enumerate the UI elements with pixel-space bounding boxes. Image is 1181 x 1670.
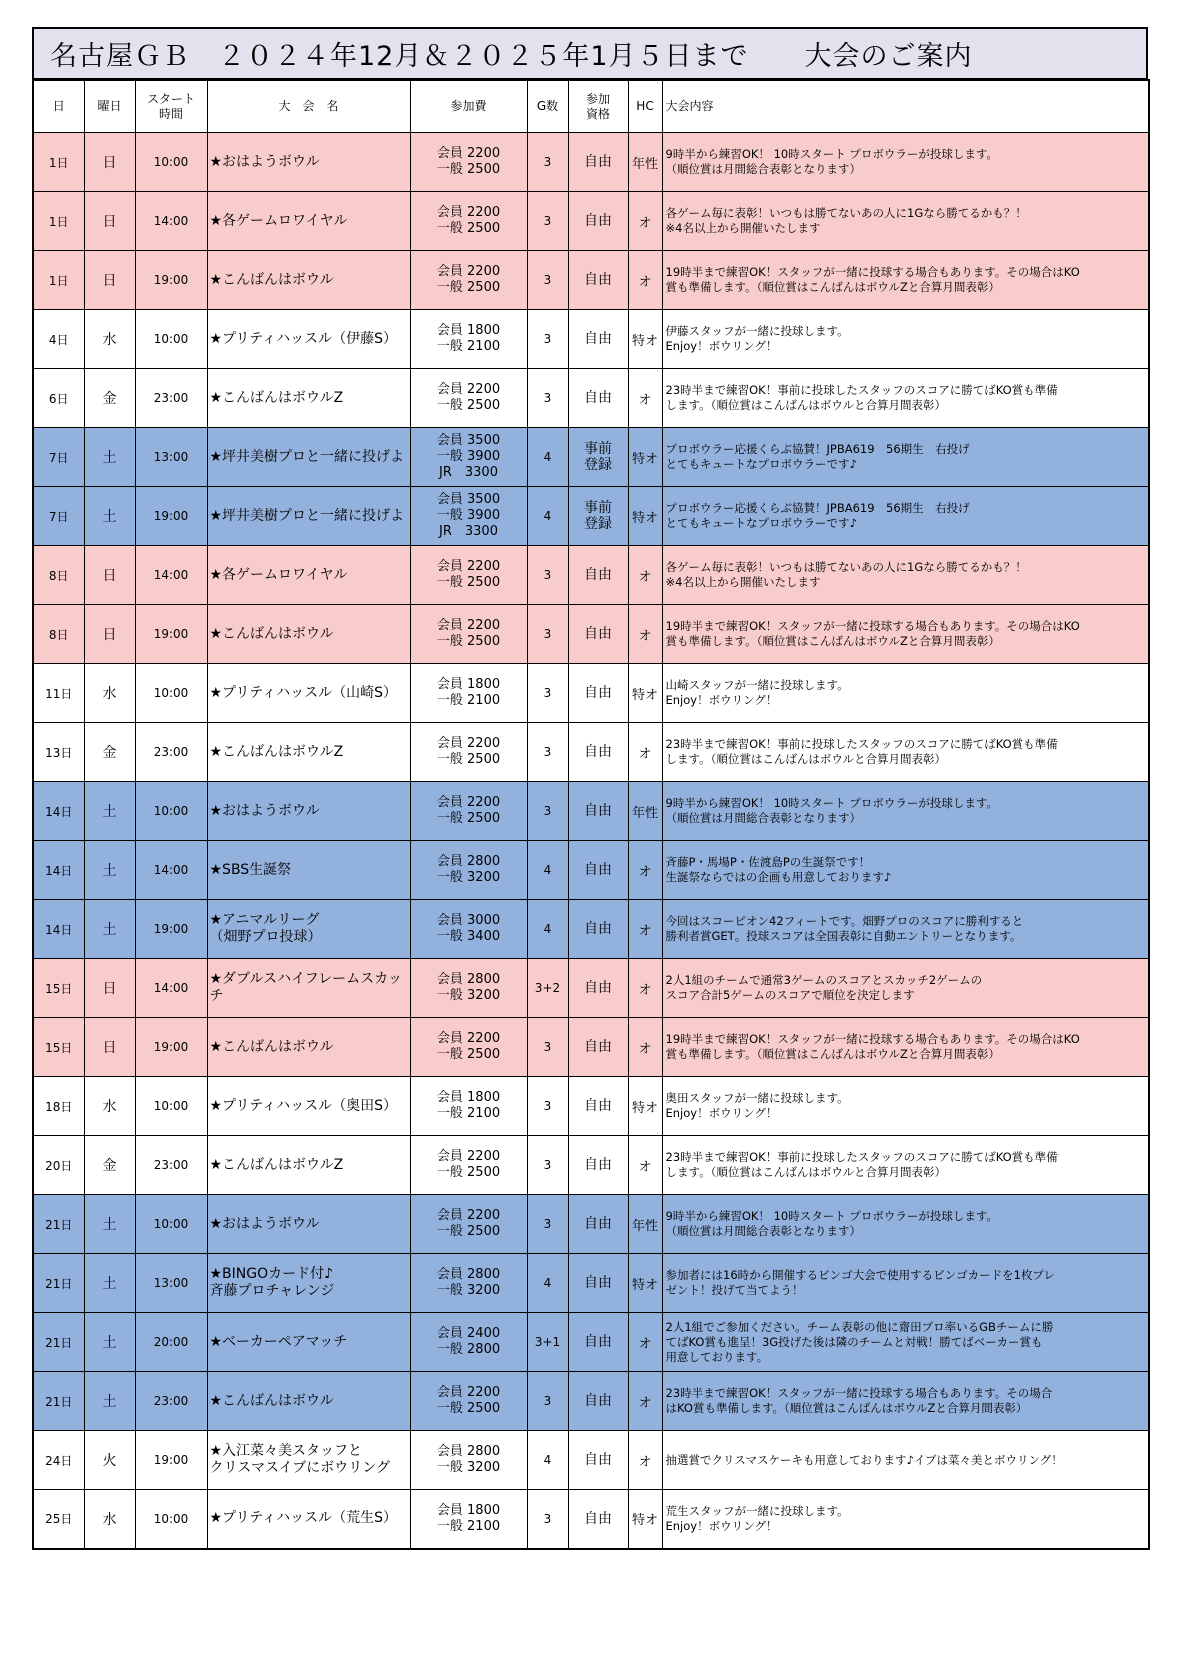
- games-cell: 3: [527, 133, 568, 192]
- tournament-name-cell: ★各ゲームロワイヤル: [207, 192, 410, 251]
- date-cell: 1日: [33, 192, 84, 251]
- hc-cell: オ: [628, 1313, 662, 1372]
- content-cell: 2人1組でご参加ください。チーム表彰の他に齋田プロ率いるGBチームに勝 てばKO賞も進呈！3G投げた後は隣のチームと対戦！勝てばベーカー賞も 用意しております。: [662, 1313, 1149, 1372]
- table-row: [33, 192, 1149, 251]
- tournament-name-cell: ★プリティハッスル（伊藤S）: [207, 310, 410, 369]
- hc-cell: オ: [628, 1018, 662, 1077]
- weekday-cell: 金: [84, 723, 135, 782]
- start-time-cell: 10:00: [135, 1195, 207, 1254]
- eligibility-cell: 自由: [568, 546, 628, 605]
- tournament-name-cell: ★こんばんはボウルZ: [207, 1136, 410, 1195]
- fee-cell: 会員 2400 一般 2800: [410, 1313, 527, 1372]
- weekday-cell: 土: [84, 1313, 135, 1372]
- date-cell: 14日: [33, 782, 84, 841]
- start-time-cell: 10:00: [135, 782, 207, 841]
- games-cell: 3: [527, 1077, 568, 1136]
- games-cell: 3: [527, 605, 568, 664]
- games-cell: 4: [527, 1254, 568, 1313]
- tournament-name-cell: ★ダブルスハイフレームスカッチ: [207, 959, 410, 1018]
- start-time-cell: 10:00: [135, 133, 207, 192]
- start-time-cell: 19:00: [135, 900, 207, 959]
- date-cell: 21日: [33, 1254, 84, 1313]
- content-cell: 9時半から練習OK！ 10時スタート プロボウラーが投球します。 （順位賞は月間総合表彰となります）: [662, 1195, 1149, 1254]
- date-cell: 21日: [33, 1313, 84, 1372]
- start-time-cell: 19:00: [135, 1431, 207, 1490]
- start-time-cell: 20:00: [135, 1313, 207, 1372]
- header-hc: HC: [628, 80, 662, 133]
- fee-cell: 会員 1800 一般 2100: [410, 310, 527, 369]
- eligibility-cell: 事前 登録: [568, 487, 628, 546]
- table-row: [33, 1077, 1149, 1136]
- start-time-cell: 19:00: [135, 487, 207, 546]
- hc-cell: オ: [628, 546, 662, 605]
- start-time-cell: 19:00: [135, 1018, 207, 1077]
- table-row: [33, 605, 1149, 664]
- tournament-name-cell: ★こんばんはボウル: [207, 605, 410, 664]
- eligibility-cell: 自由: [568, 841, 628, 900]
- eligibility-cell: 自由: [568, 1254, 628, 1313]
- weekday-cell: 水: [84, 310, 135, 369]
- fee-cell: 会員 2200 一般 2500: [410, 782, 527, 841]
- weekday-cell: 土: [84, 428, 135, 487]
- date-cell: 6日: [33, 369, 84, 428]
- start-time-cell: 23:00: [135, 723, 207, 782]
- table-row: [33, 1254, 1149, 1313]
- hc-cell: オ: [628, 1372, 662, 1431]
- hc-cell: 特オ: [628, 1077, 662, 1136]
- games-cell: 3: [527, 1372, 568, 1431]
- table-row: [33, 841, 1149, 900]
- header-content: 大会内容: [662, 80, 1149, 133]
- date-cell: 15日: [33, 959, 84, 1018]
- games-cell: 3+1: [527, 1313, 568, 1372]
- weekday-cell: 水: [84, 664, 135, 723]
- eligibility-cell: 自由: [568, 310, 628, 369]
- start-time-cell: 14:00: [135, 192, 207, 251]
- eligibility-cell: 自由: [568, 1077, 628, 1136]
- fee-cell: 会員 2800 一般 3200: [410, 1431, 527, 1490]
- header-date: 日: [33, 80, 84, 133]
- fee-cell: 会員 1800 一般 2100: [410, 1077, 527, 1136]
- content-cell: 23時半まで練習OK！事前に投球したスタッフのスコアに勝てばKO賞も準備 します。（順位賞はこんばんはボウルと合算月間表彰）: [662, 723, 1149, 782]
- content-cell: 2人1組のチームで通常3ゲームのスコアとスカッチ2ゲームの スコア合計5ゲームのスコアで順位を決定します: [662, 959, 1149, 1018]
- date-cell: 25日: [33, 1490, 84, 1549]
- table-row: [33, 369, 1149, 428]
- date-cell: 14日: [33, 900, 84, 959]
- eligibility-cell: 自由: [568, 900, 628, 959]
- eligibility-cell: 自由: [568, 959, 628, 1018]
- hc-cell: オ: [628, 841, 662, 900]
- fee-cell: 会員 2200 一般 2500: [410, 251, 527, 310]
- header-name: 大 会 名: [207, 80, 410, 133]
- eligibility-cell: 自由: [568, 1431, 628, 1490]
- games-cell: 4: [527, 841, 568, 900]
- hc-cell: オ: [628, 1431, 662, 1490]
- hc-cell: 特オ: [628, 487, 662, 546]
- tournament-name-cell: ★坪井美樹プロと一緒に投げよ: [207, 487, 410, 546]
- games-cell: 3+2: [527, 959, 568, 1018]
- tournament-name-cell: ★こんばんはボウル: [207, 1018, 410, 1077]
- tournament-name-cell: ★入江菜々美スタッフと クリスマスイブにボウリング: [207, 1431, 410, 1490]
- table-row: [33, 1490, 1149, 1549]
- eligibility-cell: 自由: [568, 1372, 628, 1431]
- date-cell: 11日: [33, 664, 84, 723]
- start-time-cell: 14:00: [135, 841, 207, 900]
- tournament-table: [32, 79, 1150, 1550]
- table-header-row: [33, 80, 1149, 133]
- fee-cell: 会員 2200 一般 2500: [410, 1372, 527, 1431]
- games-cell: 3: [527, 251, 568, 310]
- eligibility-cell: 自由: [568, 133, 628, 192]
- weekday-cell: 土: [84, 900, 135, 959]
- tournament-name-cell: ★こんばんはボウル: [207, 1372, 410, 1431]
- weekday-cell: 水: [84, 1077, 135, 1136]
- games-cell: 3: [527, 664, 568, 723]
- tournament-name-cell: ★こんばんはボウルZ: [207, 369, 410, 428]
- date-cell: 1日: [33, 251, 84, 310]
- weekday-cell: 日: [84, 192, 135, 251]
- hc-cell: オ: [628, 1136, 662, 1195]
- content-cell: 9時半から練習OK！ 10時スタート プロボウラーが投球します。 （順位賞は月間総合表彰となります）: [662, 133, 1149, 192]
- content-cell: 伊藤スタッフが一緒に投球します。 Enjoy！ボウリング！: [662, 310, 1149, 369]
- tournament-name-cell: ★坪井美樹プロと一緒に投げよ: [207, 428, 410, 487]
- header-weekday: 曜日: [84, 80, 135, 133]
- hc-cell: オ: [628, 192, 662, 251]
- fee-cell: 会員 2200 一般 2500: [410, 1136, 527, 1195]
- fee-cell: 会員 2200 一般 2500: [410, 133, 527, 192]
- tournament-name-cell: ★こんばんはボウルZ: [207, 723, 410, 782]
- table-row: [33, 664, 1149, 723]
- fee-cell: 会員 2200 一般 2500: [410, 605, 527, 664]
- table-row: [33, 1195, 1149, 1254]
- content-cell: 19時半まで練習OK！スタッフが一緒に投球する場合もあります。その場合はKO 賞も準備します。（順位賞はこんばんはボウルZと合算月間表彰）: [662, 251, 1149, 310]
- weekday-cell: 土: [84, 1195, 135, 1254]
- weekday-cell: 金: [84, 369, 135, 428]
- content-cell: 19時半まで練習OK！スタッフが一緒に投球する場合もあります。その場合はKO 賞も準備します。（順位賞はこんばんはボウルZと合算月間表彰）: [662, 605, 1149, 664]
- tournament-name-cell: ★BINGOカード付♪ 斉藤プロチャレンジ: [207, 1254, 410, 1313]
- fee-cell: 会員 2200 一般 2500: [410, 1195, 527, 1254]
- tournament-name-cell: ★こんばんはボウル: [207, 251, 410, 310]
- content-cell: 9時半から練習OK！ 10時スタート プロボウラーが投球します。 （順位賞は月間総合表彰となります）: [662, 782, 1149, 841]
- weekday-cell: 日: [84, 251, 135, 310]
- games-cell: 4: [527, 428, 568, 487]
- eligibility-cell: 事前 登録: [568, 428, 628, 487]
- start-time-cell: 23:00: [135, 1372, 207, 1431]
- hc-cell: 年性: [628, 133, 662, 192]
- start-time-cell: 14:00: [135, 959, 207, 1018]
- games-cell: 3: [527, 1490, 568, 1549]
- games-cell: 3: [527, 1018, 568, 1077]
- games-cell: 3: [527, 782, 568, 841]
- fee-cell: 会員 3500 一般 3900 JR 3300: [410, 428, 527, 487]
- tournament-name-cell: ★SBS生誕祭: [207, 841, 410, 900]
- hc-cell: 年性: [628, 782, 662, 841]
- date-cell: 1日: [33, 133, 84, 192]
- table-row: [33, 1313, 1149, 1372]
- content-cell: 23時半まで練習OK！事前に投球したスタッフのスコアに勝てばKO賞も準備 します。（順位賞はこんばんはボウルと合算月間表彰）: [662, 369, 1149, 428]
- tournament-name-cell: ★ベーカーペアマッチ: [207, 1313, 410, 1372]
- games-cell: 3: [527, 546, 568, 605]
- eligibility-cell: 自由: [568, 1136, 628, 1195]
- weekday-cell: 土: [84, 1254, 135, 1313]
- games-cell: 4: [527, 1431, 568, 1490]
- hc-cell: 年性: [628, 1195, 662, 1254]
- table-row: [33, 133, 1149, 192]
- weekday-cell: 土: [84, 487, 135, 546]
- fee-cell: 会員 2800 一般 3200: [410, 959, 527, 1018]
- hc-cell: オ: [628, 959, 662, 1018]
- header-start-time: スタート 時間: [135, 80, 207, 133]
- date-cell: 4日: [33, 310, 84, 369]
- games-cell: 4: [527, 487, 568, 546]
- fee-cell: 会員 2800 一般 3200: [410, 841, 527, 900]
- hc-cell: オ: [628, 900, 662, 959]
- table-row: [33, 723, 1149, 782]
- fee-cell: 会員 1800 一般 2100: [410, 1490, 527, 1549]
- hc-cell: 特オ: [628, 310, 662, 369]
- date-cell: 21日: [33, 1372, 84, 1431]
- eligibility-cell: 自由: [568, 1195, 628, 1254]
- fee-cell: 会員 3000 一般 3400: [410, 900, 527, 959]
- date-cell: 20日: [33, 1136, 84, 1195]
- hc-cell: オ: [628, 723, 662, 782]
- hc-cell: 特オ: [628, 1254, 662, 1313]
- tournament-name-cell: ★おはようボウル: [207, 782, 410, 841]
- weekday-cell: 日: [84, 546, 135, 605]
- start-time-cell: 13:00: [135, 1254, 207, 1313]
- hc-cell: オ: [628, 605, 662, 664]
- eligibility-cell: 自由: [568, 723, 628, 782]
- content-cell: プロボウラー応援くらぶ協賛！JPBA619 56期生 右投げ とてもキュートなプロボウラーです♪: [662, 487, 1149, 546]
- eligibility-cell: 自由: [568, 1313, 628, 1372]
- games-cell: 3: [527, 1136, 568, 1195]
- header-eligibility: 参加 資格: [568, 80, 628, 133]
- content-cell: 今回はスコーピオン42フィートです。畑野プロのスコアに勝利すると 勝利者賞GET。投球スコアは全国表彰に自動エントリーとなります。: [662, 900, 1149, 959]
- hc-cell: 特オ: [628, 428, 662, 487]
- eligibility-cell: 自由: [568, 369, 628, 428]
- games-cell: 3: [527, 723, 568, 782]
- content-cell: 山崎スタッフが一緒に投球します。 Enjoy！ボウリング！: [662, 664, 1149, 723]
- date-cell: 7日: [33, 428, 84, 487]
- tournament-name-cell: ★プリティハッスル（荒生S）: [207, 1490, 410, 1549]
- start-time-cell: 23:00: [135, 369, 207, 428]
- games-cell: 3: [527, 192, 568, 251]
- content-cell: 19時半まで練習OK！スタッフが一緒に投球する場合もあります。その場合はKO 賞も準備します。（順位賞はこんばんはボウルZと合算月間表彰）: [662, 1018, 1149, 1077]
- table-row: [33, 1372, 1149, 1431]
- weekday-cell: 日: [84, 133, 135, 192]
- eligibility-cell: 自由: [568, 251, 628, 310]
- table-row: [33, 900, 1149, 959]
- hc-cell: 特オ: [628, 664, 662, 723]
- start-time-cell: 10:00: [135, 1077, 207, 1136]
- weekday-cell: 土: [84, 1372, 135, 1431]
- start-time-cell: 19:00: [135, 605, 207, 664]
- header-games: G数: [527, 80, 568, 133]
- table-row: [33, 428, 1149, 487]
- content-cell: 23時半まで練習OK！事前に投球したスタッフのスコアに勝てばKO賞も準備 します。（順位賞はこんばんはボウルと合算月間表彰）: [662, 1136, 1149, 1195]
- table-row: [33, 546, 1149, 605]
- eligibility-cell: 自由: [568, 1018, 628, 1077]
- fee-cell: 会員 2200 一般 2500: [410, 723, 527, 782]
- tournament-name-cell: ★プリティハッスル（奥田S）: [207, 1077, 410, 1136]
- table-row: [33, 1136, 1149, 1195]
- tournament-name-cell: ★各ゲームロワイヤル: [207, 546, 410, 605]
- start-time-cell: 10:00: [135, 310, 207, 369]
- games-cell: 3: [527, 369, 568, 428]
- fee-cell: 会員 2800 一般 3200: [410, 1254, 527, 1313]
- header-fee: 参加費: [410, 80, 527, 133]
- date-cell: 13日: [33, 723, 84, 782]
- weekday-cell: 水: [84, 1490, 135, 1549]
- fee-cell: 会員 2200 一般 2500: [410, 1018, 527, 1077]
- date-cell: 15日: [33, 1018, 84, 1077]
- page-title: 名古屋ＧＢ ２０２４年12月＆２０２５年1月５日まで 大会のご案内: [32, 27, 1148, 79]
- start-time-cell: 10:00: [135, 1490, 207, 1549]
- weekday-cell: 土: [84, 841, 135, 900]
- fee-cell: 会員 2200 一般 2500: [410, 546, 527, 605]
- weekday-cell: 日: [84, 1018, 135, 1077]
- content-cell: 23時半まで練習OK！スタッフが一緒に投球する場合もあります。その場合 はKO賞も準備します。（順位賞はこんばんはボウルZと合算月間表彰）: [662, 1372, 1149, 1431]
- start-time-cell: 23:00: [135, 1136, 207, 1195]
- content-cell: 各ゲーム毎に表彰！いつもは勝てないあの人に1Gなら勝てるかも？！ ※4名以上から開催いたします: [662, 192, 1149, 251]
- content-cell: 参加者には16時から開催するビンゴ大会で使用するビンゴカードを1枚プレ ゼント！投げて当てよう！: [662, 1254, 1149, 1313]
- start-time-cell: 14:00: [135, 546, 207, 605]
- hc-cell: 特オ: [628, 1490, 662, 1549]
- date-cell: 7日: [33, 487, 84, 546]
- content-cell: 斉藤P・馬場P・佐渡島Pの生誕祭です！ 生誕祭ならではの企画も用意しております♪: [662, 841, 1149, 900]
- hc-cell: オ: [628, 369, 662, 428]
- schedule-sheet: [32, 27, 1148, 1550]
- weekday-cell: 金: [84, 1136, 135, 1195]
- eligibility-cell: 自由: [568, 605, 628, 664]
- games-cell: 3: [527, 310, 568, 369]
- fee-cell: 会員 2200 一般 2500: [410, 369, 527, 428]
- date-cell: 21日: [33, 1195, 84, 1254]
- table-row: [33, 251, 1149, 310]
- eligibility-cell: 自由: [568, 664, 628, 723]
- date-cell: 14日: [33, 841, 84, 900]
- table-row: [33, 1018, 1149, 1077]
- date-cell: 18日: [33, 1077, 84, 1136]
- start-time-cell: 10:00: [135, 664, 207, 723]
- eligibility-cell: 自由: [568, 1490, 628, 1549]
- games-cell: 3: [527, 1195, 568, 1254]
- eligibility-cell: 自由: [568, 782, 628, 841]
- hc-cell: オ: [628, 251, 662, 310]
- start-time-cell: 13:00: [135, 428, 207, 487]
- fee-cell: 会員 3500 一般 3900 JR 3300: [410, 487, 527, 546]
- start-time-cell: 19:00: [135, 251, 207, 310]
- date-cell: 8日: [33, 605, 84, 664]
- table-row: [33, 782, 1149, 841]
- date-cell: 8日: [33, 546, 84, 605]
- content-cell: 抽選賞でクリスマスケーキも用意しております♪イブは菜々美とボウリング！: [662, 1431, 1149, 1490]
- eligibility-cell: 自由: [568, 192, 628, 251]
- table-row: [33, 959, 1149, 1018]
- weekday-cell: 日: [84, 959, 135, 1018]
- table-row: [33, 487, 1149, 546]
- content-cell: 荒生スタッフが一緒に投球します。 Enjoy！ボウリング！: [662, 1490, 1149, 1549]
- table-row: [33, 310, 1149, 369]
- weekday-cell: 土: [84, 782, 135, 841]
- content-cell: 奥田スタッフが一緒に投球します。 Enjoy！ボウリング！: [662, 1077, 1149, 1136]
- content-cell: プロボウラー応援くらぶ協賛！JPBA619 56期生 右投げ とてもキュートなプロボウラーです♪: [662, 428, 1149, 487]
- tournament-name-cell: ★おはようボウル: [207, 1195, 410, 1254]
- fee-cell: 会員 1800 一般 2100: [410, 664, 527, 723]
- games-cell: 4: [527, 900, 568, 959]
- tournament-name-cell: ★アニマルリーグ （畑野プロ投球）: [207, 900, 410, 959]
- weekday-cell: 日: [84, 605, 135, 664]
- tournament-name-cell: ★プリティハッスル（山崎S）: [207, 664, 410, 723]
- tournament-name-cell: ★おはようボウル: [207, 133, 410, 192]
- weekday-cell: 火: [84, 1431, 135, 1490]
- content-cell: 各ゲーム毎に表彰！いつもは勝てないあの人に1Gなら勝てるかも？！ ※4名以上から開催いたします: [662, 546, 1149, 605]
- date-cell: 24日: [33, 1431, 84, 1490]
- fee-cell: 会員 2200 一般 2500: [410, 192, 527, 251]
- table-row: [33, 1431, 1149, 1490]
